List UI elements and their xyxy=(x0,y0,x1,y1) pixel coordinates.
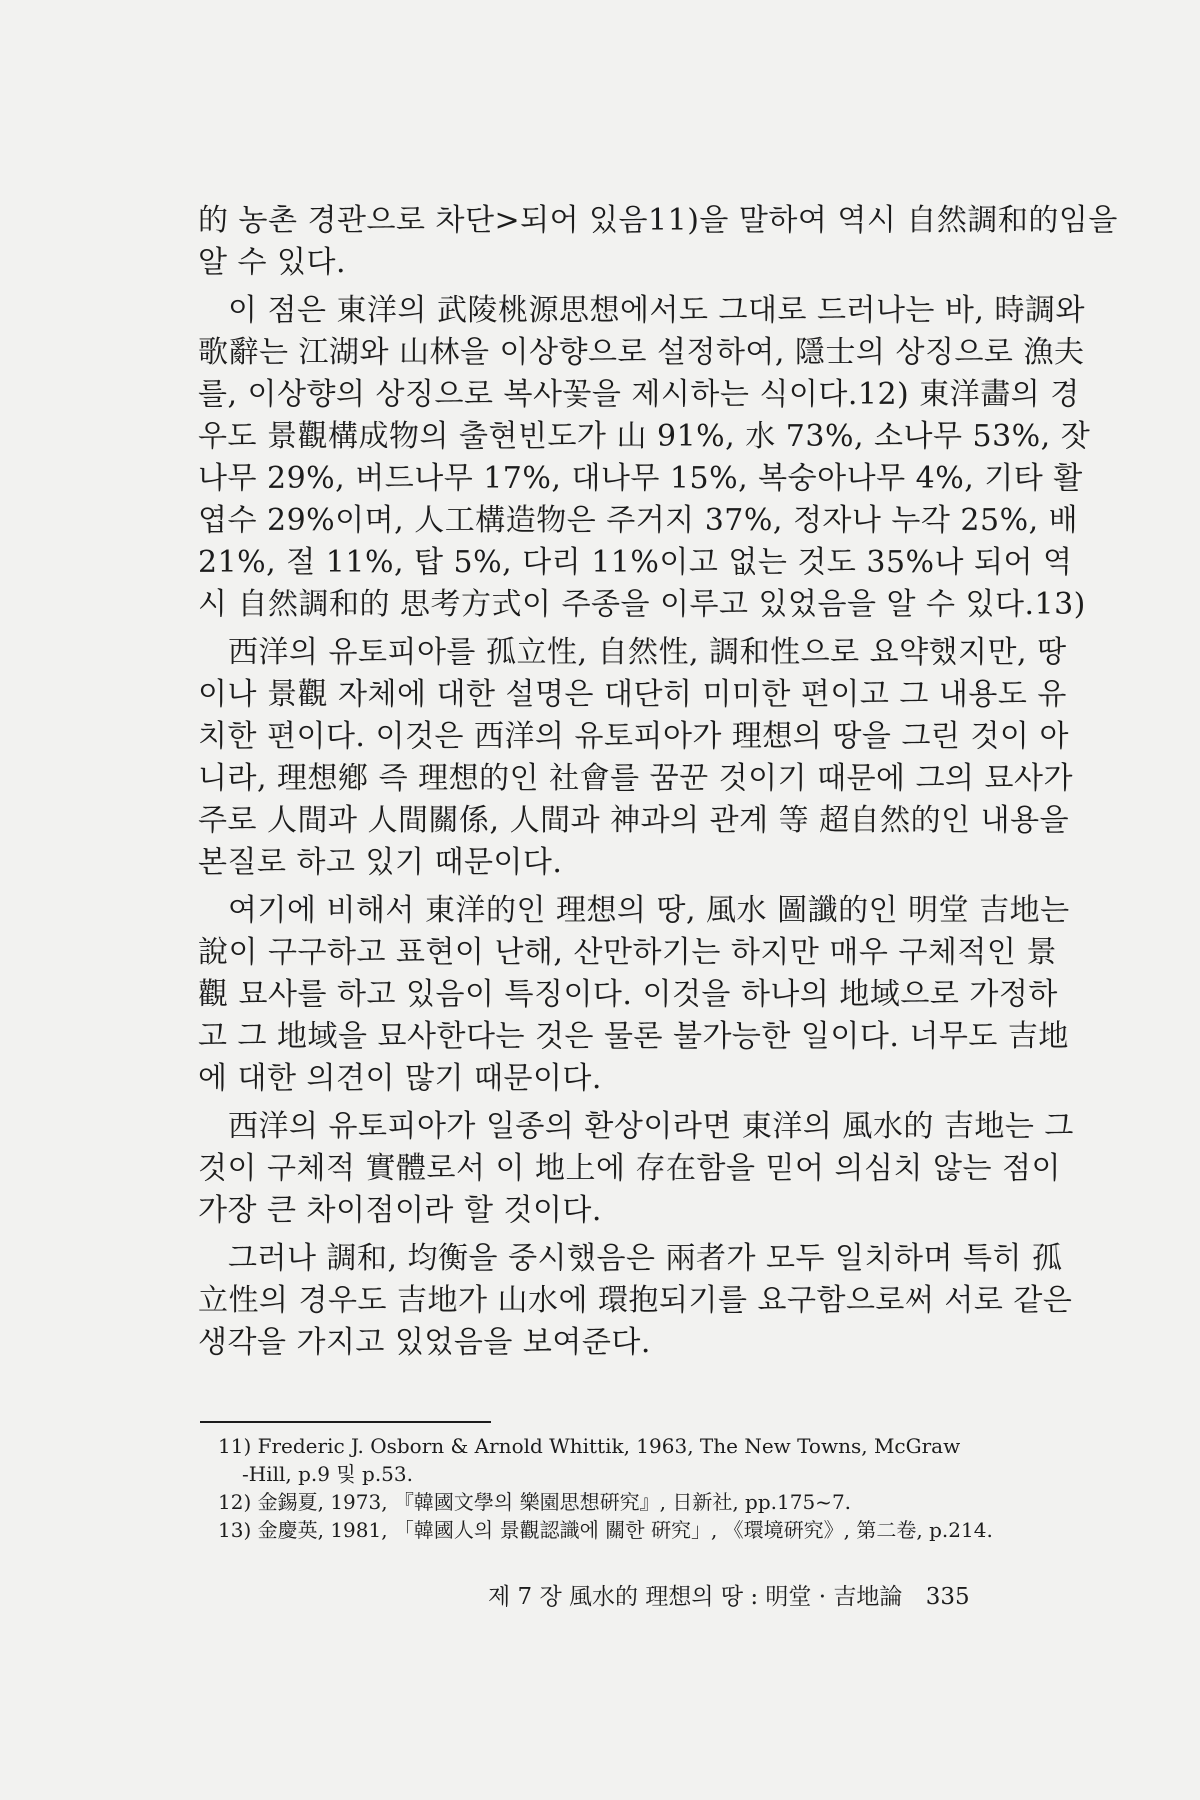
footnote-line: 13) 金慶英, 1981, 「韓國人의 景觀認識에 關한 硏究」, 《環境硏究》, 第二卷, p.214. xyxy=(218,1518,993,1542)
text-line: 的 농촌 경관으로 차단>되어 있음11)을 말하여 역시 自然調和的임을 xyxy=(198,203,1118,238)
text-line: 立性의 경우도 吉地가 山水에 環抱되기를 요구함으로써 서로 같은 xyxy=(198,1283,1073,1318)
text-line: 치한 편이다. 이것은 西洋의 유토피아가 理想의 땅을 그린 것이 아 xyxy=(198,719,1069,754)
footnote-line: -Hill, p.9 및 p.53. xyxy=(242,1462,413,1486)
body-text xyxy=(198,200,1118,1364)
text-line: 나무 29%, 버드나무 17%, 대나무 15%, 복숭아나무 4%, 기타 활 xyxy=(198,461,1083,496)
running-footer xyxy=(488,1582,970,1612)
text-line: 說이 구구하고 표현이 난해, 산만하기는 하지만 매우 구체적인 景 xyxy=(198,935,1057,970)
text-line: 觀 묘사를 하고 있음이 특징이다. 이것을 하나의 地域으로 가정하 xyxy=(198,977,1058,1012)
text-line: 알 수 있다. xyxy=(198,245,347,280)
text-line: 것이 구체적 實體로서 이 地上에 存在함을 믿어 의심치 않는 점이 xyxy=(198,1151,1061,1186)
text-line: 우도 景觀構成物의 출현빈도가 山 91%, 水 73%, 소나무 53%, 잣 xyxy=(198,419,1091,454)
text-line: 그러나 調和, 均衡을 중시했음은 兩者가 모두 일치하며 특히 孤 xyxy=(228,1241,1063,1276)
page-number: 335 xyxy=(925,1584,970,1610)
running-title: 제 7 장 風水的 理想의 땅 : 明堂 · 吉地論 xyxy=(488,1584,903,1610)
text-line: 엽수 29%이며, 人工構造物은 주거지 37%, 정자나 누각 25%, 배 xyxy=(198,503,1079,538)
text-line: 고 그 地域을 묘사한다는 것은 물론 불가능한 일이다. 너무도 吉地 xyxy=(198,1019,1069,1054)
footnote-line: 12) 金錫夏, 1973, 『韓國文學의 樂園思想硏究』, 日新社, pp.175~7. xyxy=(218,1490,852,1514)
footnote-divider xyxy=(200,1421,491,1423)
footnotes xyxy=(218,1432,1048,1544)
text-line: 이 점은 東洋의 武陵桃源思想에서도 그대로 드러나는 바, 時調와 xyxy=(228,293,1085,328)
text-line: 歌辭는 江湖와 山林을 이상향으로 설정하여, 隱士의 상징으로 漁夫 xyxy=(198,335,1085,370)
text-line: 이나 景觀 자체에 대한 설명은 대단히 미미한 편이고 그 내용도 유 xyxy=(198,677,1067,712)
text-line: 시 自然調和的 思考方式이 주종을 이루고 있었음을 알 수 있다.13) xyxy=(198,587,1086,622)
text-line: 21%, 절 11%, 탑 5%, 다리 11%이고 없는 것도 35%나 되어 역 xyxy=(198,545,1073,580)
text-line: 를, 이상향의 상징으로 복사꽃을 제시하는 식이다.12) 東洋畵의 경 xyxy=(198,377,1080,412)
text-line: 가장 큰 차이점이라 할 것이다. xyxy=(198,1193,602,1228)
text-line: 주로 人間과 人間關係, 人間과 神과의 관계 等 超自然的인 내용을 xyxy=(198,803,1070,838)
text-line: 西洋의 유토피아를 孤立性, 自然性, 調和性으로 요약했지만, 땅 xyxy=(228,635,1067,670)
text-line: 본질로 하고 있기 때문이다. xyxy=(198,845,563,880)
text-line: 에 대한 의견이 많기 때문이다. xyxy=(198,1061,602,1096)
text-line: 생각을 가지고 있었음을 보여준다. xyxy=(198,1325,651,1360)
text-line: 西洋의 유토피아가 일종의 환상이라면 東洋의 風水的 吉地는 그 xyxy=(228,1109,1074,1144)
text-line: 여기에 비해서 東洋的인 理想의 땅, 風水 圖讖的인 明堂 吉地는 xyxy=(228,893,1070,928)
footnote-line: 11) Frederic J. Osborn & Arnold Whittik, 1963, The New Towns, McGraw xyxy=(218,1434,961,1458)
text-line: 니라, 理想鄕 즉 理想的인 社會를 꿈꾼 것이기 때문에 그의 묘사가 xyxy=(198,761,1074,796)
